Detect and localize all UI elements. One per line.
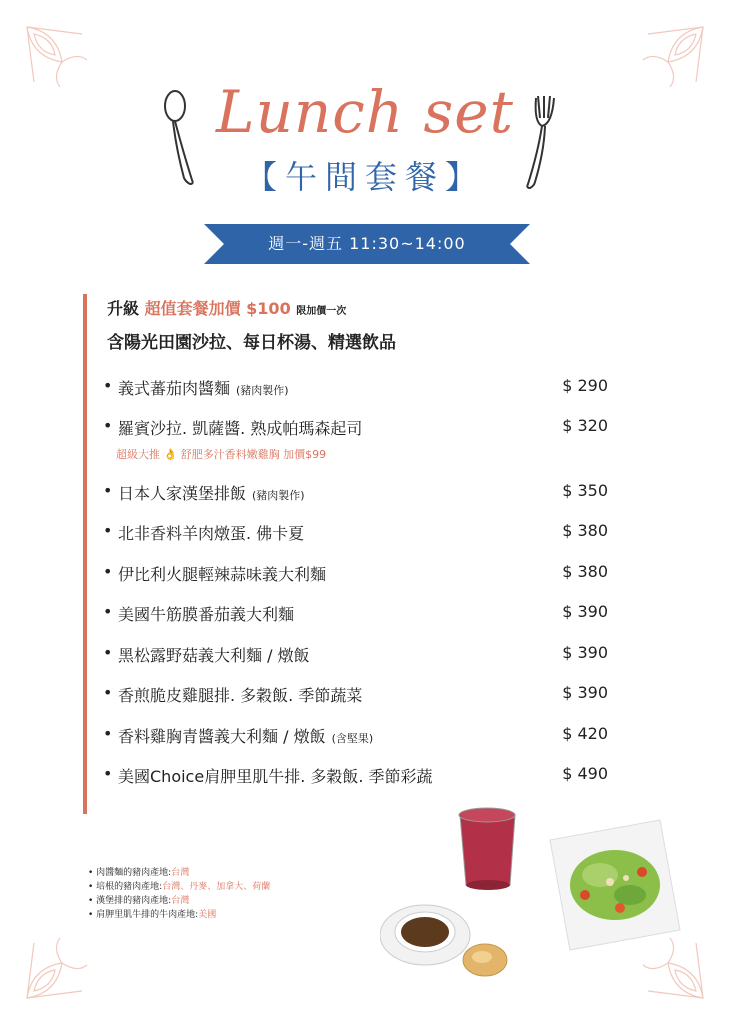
item-name: 美國Choice肩胛里肌牛排. 多穀飯. 季節彩蔬 — [118, 767, 433, 786]
item-name: 香煎脆皮雞腿排. 多穀飯. 季節蔬菜 — [118, 686, 363, 705]
origin-footnotes — [88, 866, 270, 922]
salad — [570, 850, 660, 920]
promo-note: 超級大推 👌 舒肥多汁香料嫩雞胸 加價$99 — [116, 448, 327, 461]
bullet: • — [103, 683, 113, 702]
footnote-row: • 肉醬麵的豬肉產地:台灣 — [88, 868, 190, 878]
upgrade-offer: 超值套餐加價 $100 — [144, 299, 291, 318]
menu-item — [103, 602, 608, 628]
item-price: $ 490 — [562, 764, 608, 783]
upgrade-prefix: 升級 — [107, 299, 140, 318]
bullet: • — [103, 562, 113, 581]
item-price: $ 390 — [562, 683, 608, 702]
menu-item — [103, 481, 608, 507]
footnote-value: 台灣 — [171, 868, 190, 878]
bullet: • — [103, 643, 113, 662]
menu-accent-bar — [83, 294, 87, 814]
bullet: • — [103, 376, 113, 395]
menu-item — [103, 764, 608, 790]
item-price: $ 290 — [562, 376, 608, 395]
title-en: Lunch set — [216, 78, 514, 146]
footnote-label: 培根的豬肉產地: — [96, 882, 163, 892]
menu-item — [103, 521, 608, 547]
item-name: 羅賓沙拉. 凱薩醬. 熟成帕瑪森起司 — [118, 419, 363, 438]
upgrade-line — [107, 296, 346, 319]
bullet: • — [103, 724, 113, 743]
menu-item — [103, 724, 608, 750]
item-name: 日本人家漢堡排飯 — [118, 484, 247, 503]
footnote-label: 漢堡排的豬肉產地: — [96, 896, 172, 906]
item-price: $ 320 — [562, 416, 608, 435]
drink-glass — [459, 808, 515, 890]
menu-item — [103, 562, 608, 588]
bullet: • — [103, 764, 113, 783]
footnote-row: • 肩胛里肌牛排的牛肉產地:美國 — [88, 910, 217, 920]
item-price: $ 350 — [562, 481, 608, 500]
upgrade-limit: 限加價一次 — [296, 306, 347, 317]
menu-item — [103, 643, 608, 669]
item-note: (豬肉製作) — [252, 489, 305, 502]
menu-item — [103, 376, 608, 402]
item-name: 伊比利火腿輕辣蒜味義大利麵 — [118, 565, 327, 584]
business-hours: 週一-週五 11:30~14:00 — [268, 234, 466, 253]
bullet: • — [103, 521, 113, 540]
item-price: $ 390 — [562, 602, 608, 621]
lunch-set-photo — [380, 800, 700, 1000]
title-zh: 【午間套餐】 — [244, 158, 485, 196]
footnote-value: 台灣 — [171, 896, 190, 906]
item-name: 北非香料羊肉燉蛋. 佛卡夏 — [118, 524, 305, 543]
item-name: 義式蕃茄肉醬麵 — [118, 379, 231, 398]
footnote-value: 美國 — [198, 910, 217, 920]
footnote-label: 肩胛里肌牛排的牛肉產地: — [96, 910, 199, 920]
item-price: $ 420 — [562, 724, 608, 743]
footnote-row: • 漢堡排的豬肉產地:台灣 — [88, 896, 190, 906]
menu-item — [103, 683, 608, 709]
footnote-value: 台灣、丹麥、加拿大、荷蘭 — [162, 882, 271, 892]
bread — [463, 944, 507, 976]
item-price: $ 380 — [562, 521, 608, 540]
item-name: 香料雞胸青醬義大利麵 / 燉飯 — [118, 727, 326, 746]
menu-item — [103, 416, 608, 442]
bullet: • — [103, 602, 113, 621]
bullet: • — [103, 416, 113, 435]
item-name: 黑松露野菇義大利麵 / 燉飯 — [118, 646, 310, 665]
soup-cup — [380, 905, 470, 965]
item-name: 美國牛筋膜番茄義大利麵 — [118, 605, 295, 624]
corner-ornament — [22, 933, 92, 1003]
item-note: (含堅果) — [331, 732, 374, 745]
item-price: $ 380 — [562, 562, 608, 581]
item-note: (豬肉製作) — [236, 384, 289, 397]
set-includes: 含陽光田園沙拉、每日杯湯、精選飲品 — [107, 333, 396, 353]
footnote-row: • 培根的豬肉產地:台灣、丹麥、加拿大、荷蘭 — [88, 882, 271, 892]
item-price: $ 390 — [562, 643, 608, 662]
footnote-label: 肉醬麵的豬肉產地: — [96, 868, 172, 878]
bullet: • — [103, 481, 113, 500]
